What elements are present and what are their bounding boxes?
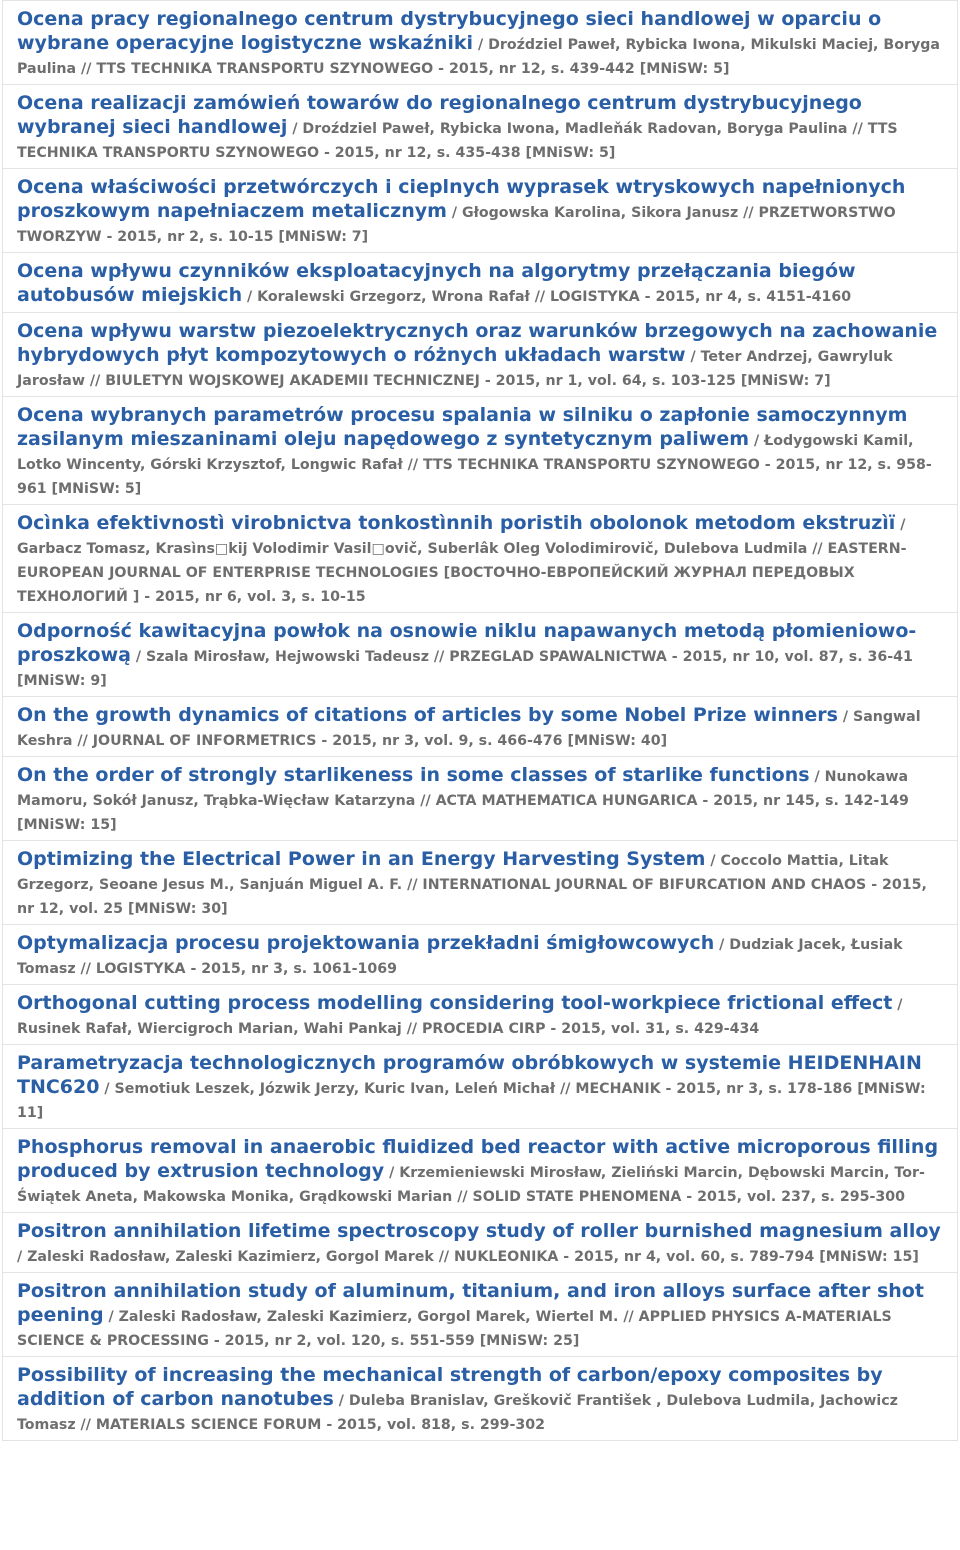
publication-entry — [2, 985, 958, 1045]
publication-details: / Droździel Paweł, Rybicka Iwona, Mikulski Maciej, Boryga Paulina // TTS TECHNIKA TRANSPORTU SZYNOWEGO - 2015, nr 12, s. 439-442 [MNiSW: 5] — [17, 37, 940, 77]
publication-details: / Droździel Paweł, Rybicka Iwona, Madleňák Radovan, Boryga Paulina // TTS TECHNIKA TRANSPORTU SZYNOWEGO - 2015, nr 12, s. 435-438 [MNiSW: 5] — [17, 121, 898, 161]
publication-title-link[interactable]: Ocena wpływu czynników eksploatacyjnych na algorytmy przełączania biegów autobusów miejskich — [17, 260, 856, 306]
publication-entry — [2, 925, 958, 985]
publication-details: / Głogowska Karolina, Sikora Janusz // PRZETWORSTWO TWORZYW - 2015, nr 2, s. 10-15 [MNiSW: 7] — [17, 205, 896, 245]
publication-entry — [2, 1273, 958, 1357]
publication-entry — [2, 397, 958, 505]
publication-title-link[interactable]: Phosphorus removal in anaerobic fluidized bed reactor with active microporous filling produced by extrusion technology — [17, 1136, 939, 1182]
publication-entry — [2, 169, 958, 253]
publication-details: / Krzemieniewski Mirosław, Zieliński Marcin, Dębowski Marcin, Tor-Świątek Aneta, Makowska Monika, Grądkowski Marian // SOLID STATE PHENOMENA - 2015, vol. 237, s. 295-300 — [17, 1165, 925, 1205]
publication-details: / Coccolo Mattia, Litak Grzegorz, Seoane Jesus M., Sanjuán Miguel A. F. // INTERNATIONAL JOURNAL OF BIFURCATION AND CHAOS - 2015, nr 12, vol. 25 [MNiSW: 30] — [17, 853, 927, 917]
publication-entry — [2, 1213, 958, 1273]
publication-entry — [2, 757, 958, 841]
publication-entry — [2, 313, 958, 397]
publication-title-link[interactable]: Odporność kawitacyjna powłok na osnowie niklu napawanych metodą płomieniowo-proszkową — [17, 620, 917, 666]
publication-details: / Teter Andrzej, Gawryluk Jarosław // BIULETYN WOJSKOWEJ AKADEMII TECHNICZNEJ - 2015, nr 1, vol. 64, s. 103-125 [MNiSW: 7] — [17, 349, 893, 389]
publication-details: / Garbacz Tomasz, Krasìns□kij Volodimir Vasil□ovič, Suberlâk Oleg Volodimirovič, Dulebova Ludmila // EASTERN-EUROPEAN JOURNAL OF ENTERPRISE TECHNOLOGIES [ВОСТОЧНО-ЕВРОПЕЙСКИЙ ЖУРНАЛ ПЕРЕДОВЫХ ТЕХНОЛОГИЙ ] - 2015, nr 6, vol. 3, s. 10-15 — [17, 517, 907, 605]
publication-title-link[interactable]: Ocena realizacji zamówień towarów do regionalnego centrum dystrybucyjnego wybranej sieci handlowej — [17, 92, 862, 138]
publication-entry — [2, 697, 958, 757]
publication-entry — [2, 505, 958, 613]
publication-title-link[interactable]: Possibility of increasing the mechanical strength of carbon/epoxy composites by addition of carbon nanotubes — [17, 1364, 883, 1410]
publication-title-link[interactable]: On the order of strongly starlikeness in some classes of starlike functions — [17, 764, 810, 786]
publication-details: / Zaleski Radosław, Zaleski Kazimierz, Gorgol Marek // NUKLEONIKA - 2015, nr 4, vol. 60, s. 789-794 [MNiSW: 15] — [17, 1249, 919, 1265]
publication-title-link[interactable]: Ocena właściwości przetwórczych i cieplnych wyprasek wtryskowych napełnionych proszkowym napełniaczem metalicznym — [17, 176, 906, 222]
publication-title-link[interactable]: Optymalizacja procesu projektowania przekładni śmigłowcowych — [17, 932, 715, 954]
publication-entry — [2, 1129, 958, 1213]
publication-title-link[interactable]: Optimizing the Electrical Power in an Energy Harvesting System — [17, 848, 706, 870]
publication-details: / Szala Mirosław, Hejwowski Tadeusz // PRZEGLAD SPAWALNICTWA - 2015, nr 10, vol. 87, s. 36-41 [MNiSW: 9] — [17, 649, 913, 689]
publication-entry — [2, 253, 958, 313]
publication-details: / Nunokawa Mamoru, Sokół Janusz, Trąbka-Więcław Katarzyna // ACTA MATHEMATICA HUNGARICA - 2015, nr 145, s. 142-149 [MNiSW: 15] — [17, 769, 909, 833]
publication-details: / Duleba Branislav, Greškovič František , Dulebova Ludmila, Jachowicz Tomasz // MATERIALS SCIENCE FORUM - 2015, vol. 818, s. 299-302 — [17, 1393, 898, 1433]
publication-entry — [2, 0, 958, 85]
publication-title-link[interactable]: Ocena wpływu warstw piezoelektrycznych oraz warunków brzegowych na zachowanie hybrydowych płyt kompozytowych o różnych układach warstw — [17, 320, 938, 366]
publication-entry — [2, 1357, 958, 1441]
publication-details: / Semotiuk Leszek, Józwik Jerzy, Kuric Ivan, Leleń Michał // MECHANIK - 2015, nr 3, s. 178-186 [MNiSW: 11] — [17, 1081, 926, 1121]
publication-entry — [2, 85, 958, 169]
publication-details: / Rusinek Rafał, Wiercigroch Marian, Wahi Pankaj // PROCEDIA CIRP - 2015, vol. 31, s. 429-434 — [17, 997, 903, 1037]
publication-title-link[interactable]: Ocena pracy regionalnego centrum dystrybucyjnego sieci handlowej w oparciu o wybrane operacyjne logistyczne wskaźniki — [17, 8, 882, 54]
publication-title-link[interactable]: Positron annihilation lifetime spectroscopy study of roller burnished magnesium alloy — [17, 1220, 941, 1242]
publication-entry — [2, 613, 958, 697]
publication-details: / Koralewski Grzegorz, Wrona Rafał // LOGISTYKA - 2015, nr 4, s. 4151-4160 — [242, 289, 852, 305]
publication-details: / Dudziak Jacek, Łusiak Tomasz // LOGISTYKA - 2015, nr 3, s. 1061-1069 — [17, 937, 903, 977]
publication-title-link[interactable]: On the growth dynamics of citations of articles by some Nobel Prize winners — [17, 704, 838, 726]
publication-list — [2, 0, 958, 1441]
publication-title-link[interactable]: Parametryzacja technologicznych programów obróbkowych w systemie HEIDENHAIN TNC620 — [17, 1052, 922, 1098]
publication-title-link[interactable]: Orthogonal cutting process modelling considering tool-workpiece frictional effect — [17, 992, 893, 1014]
publication-title-link[interactable]: Positron annihilation study of aluminum, titanium, and iron alloys surface after shot peening — [17, 1280, 924, 1326]
publication-entry — [2, 1045, 958, 1129]
publication-title-link[interactable]: Ocena wybranych parametrów procesu spalania w silniku o zapłonie samoczynnym zasilanym mieszaninami oleju napędowego z syntetycznym paliwem — [17, 404, 908, 450]
publication-title-link[interactable]: Ocìnka efektivnostì virobnictva tonkostìnnih poristih obolonok metodom ekstruzìï — [17, 512, 896, 534]
publication-details: / Łodygowski Kamil, Lotko Wincenty, Górski Krzysztof, Longwic Rafał // TTS TECHNIKA TRANSPORTU SZYNOWEGO - 2015, nr 12, s. 958-961 [MNiSW: 5] — [17, 433, 932, 497]
publication-entry — [2, 841, 958, 925]
publication-details: / Zaleski Radosław, Zaleski Kazimierz, Gorgol Marek, Wiertel M. // APPLIED PHYSICS A-MATERIALS SCIENCE & PROCESSING - 2015, nr 2, vol. 120, s. 551-559 [MNiSW: 25] — [17, 1309, 892, 1349]
publication-details: / Sangwal Keshra // JOURNAL OF INFORMETRICS - 2015, nr 3, vol. 9, s. 466-476 [MNiSW: 40] — [17, 709, 921, 749]
